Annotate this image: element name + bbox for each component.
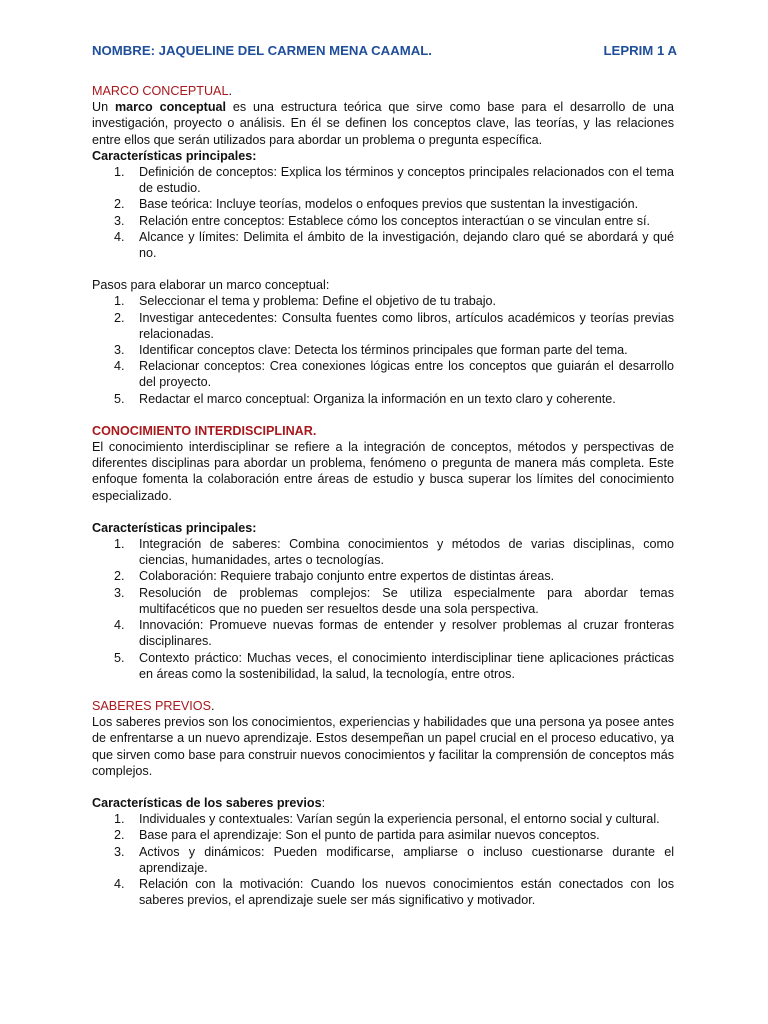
list-item: 4. Innovación: Promueve nuevas formas de entender y resolver problemas al cruzar fronteras disciplinares.: [114, 618, 674, 649]
list-item: 4. Relación con la motivación: Cuando los nuevos conocimientos están conectados con los saberes previos, el aprendizaje suele ser más significativo y motivador.: [114, 876, 674, 908]
steps-list: [92, 293, 674, 406]
document-body: [92, 83, 674, 908]
list-item: 1. Integración de saberes: Combina conocimientos y métodos de varias disciplinas, como ciencias, humanidades, artes o tecnologías.: [114, 537, 674, 568]
list-item: 3. Relación entre conceptos: Establece cómo los conceptos interactúan o se vinculan entre sí.: [114, 213, 651, 228]
characteristics-list: [92, 811, 674, 908]
list-item: 5. Contexto práctico: Muchas veces, el conocimiento interdisciplinar tiene aplicaciones prácticas en áreas como la sostenibilidad, la salud, la tecnología, entre otros.: [114, 650, 674, 681]
section-marco-conceptual: [92, 83, 674, 407]
student-name: NOMBRE: JAQUELINE DEL CARMEN MENA CAAMAL.: [92, 43, 432, 58]
list-item: 1. Definición de conceptos: Explica los términos y conceptos principales relacionados con el tema de estudio.: [114, 165, 674, 196]
characteristics-list: [92, 536, 674, 682]
list-item: 2. Base teórica: Incluye teorías, modelos o enfoques previos que sustentan la investigación.: [114, 197, 639, 212]
section-intro: Los saberes previos son los conocimientos, experiencias y habilidades que una persona ya posee antes de enfrentarse a un nuevo aprendizaje. Estos desempeñan un papel crucial en el proceso educativo, ya que sirven como base para construir nuevos conocimientos y facilitar la comprensión de conceptos más complejos.: [92, 715, 674, 778]
title-period: .: [210, 698, 215, 713]
section-interdisciplinar: [92, 423, 674, 682]
list-item: 1. Individuales y contextuales: Varían según la experiencia personal, el entorno social y cultural.: [114, 812, 660, 827]
bold-term: marco conceptual: [114, 100, 227, 115]
list-item: 1. Seleccionar el tema y problema: Define el objetivo de tu trabajo.: [114, 294, 497, 309]
list-item: 3. Identificar conceptos clave: Detecta los términos principales que forman parte del tema.: [114, 343, 628, 358]
list-item: 3. Activos y dinámicos: Pueden modificarse, ampliarse o incluso cuestionarse durante el aprendizaje.: [114, 844, 674, 875]
list-item: 5. Redactar el marco conceptual: Organiza la información en un texto claro y coherente.: [114, 391, 616, 406]
list-item: 4. Relacionar conceptos: Crea conexiones lógicas entre los conceptos que guiarán el desarrollo del proyecto.: [114, 359, 674, 390]
section-intro: Un marco conceptual es una estructura teórica que sirve como base para el desarrollo de una investigación, proyecto o análisis. En él se definen los conceptos clave, las teorías, y las relaciones entre ellos que serán utilizados para abordar un problema o pregunta específica.: [92, 100, 674, 147]
section-title: MARCO CONCEPTUAL.: [92, 84, 232, 98]
list-item: 2. Investigar antecedentes: Consulta fuentes como libros, artículos académicos y teorías previas relacionadas.: [114, 310, 674, 341]
list-item: 4. Alcance y límites: Delimita el ámbito de la investigación, dejando claro qué se abordará y qué no.: [114, 229, 674, 261]
list-item: 3. Resolución de problemas complejos: Se utiliza especialmente para abordar temas multifacéticos que no pueden ser resueltos desde una sola perspectiva.: [114, 585, 674, 616]
section-intro: El conocimiento interdisciplinar se refiere a la integración de conceptos, métodos y perspectivas de diferentes disciplinas para abordar un problema, fenómeno o pregunta de manera más completa. Este enfoque fomenta la colaboración entre áreas de estudio y busca superar los límites del conocimiento especializado.: [92, 440, 674, 503]
student-group: LEPRIM 1 A: [603, 43, 677, 58]
steps-heading: Pasos para elaborar un marco conceptual:: [92, 278, 330, 293]
page-header: [92, 43, 677, 59]
list-item: 2. Base para el aprendizaje: Son el punto de partida para asimilar nuevos conceptos.: [114, 828, 600, 843]
characteristics-heading: Características de los saberes previos:: [92, 795, 326, 810]
characteristics-heading: Características principales:: [92, 148, 257, 163]
title-period: .: [228, 84, 232, 98]
section-saberes-previos: [92, 698, 674, 908]
list-item: 2. Colaboración: Requiere trabajo conjunto entre expertos de distintas áreas.: [114, 569, 555, 584]
section-title: CONOCIMIENTO INTERDISCIPLINAR.: [92, 423, 317, 438]
characteristics-list: [92, 164, 674, 261]
characteristics-heading: Características principales:: [92, 520, 257, 535]
section-title: SABERES PREVIOS.: [92, 698, 215, 713]
